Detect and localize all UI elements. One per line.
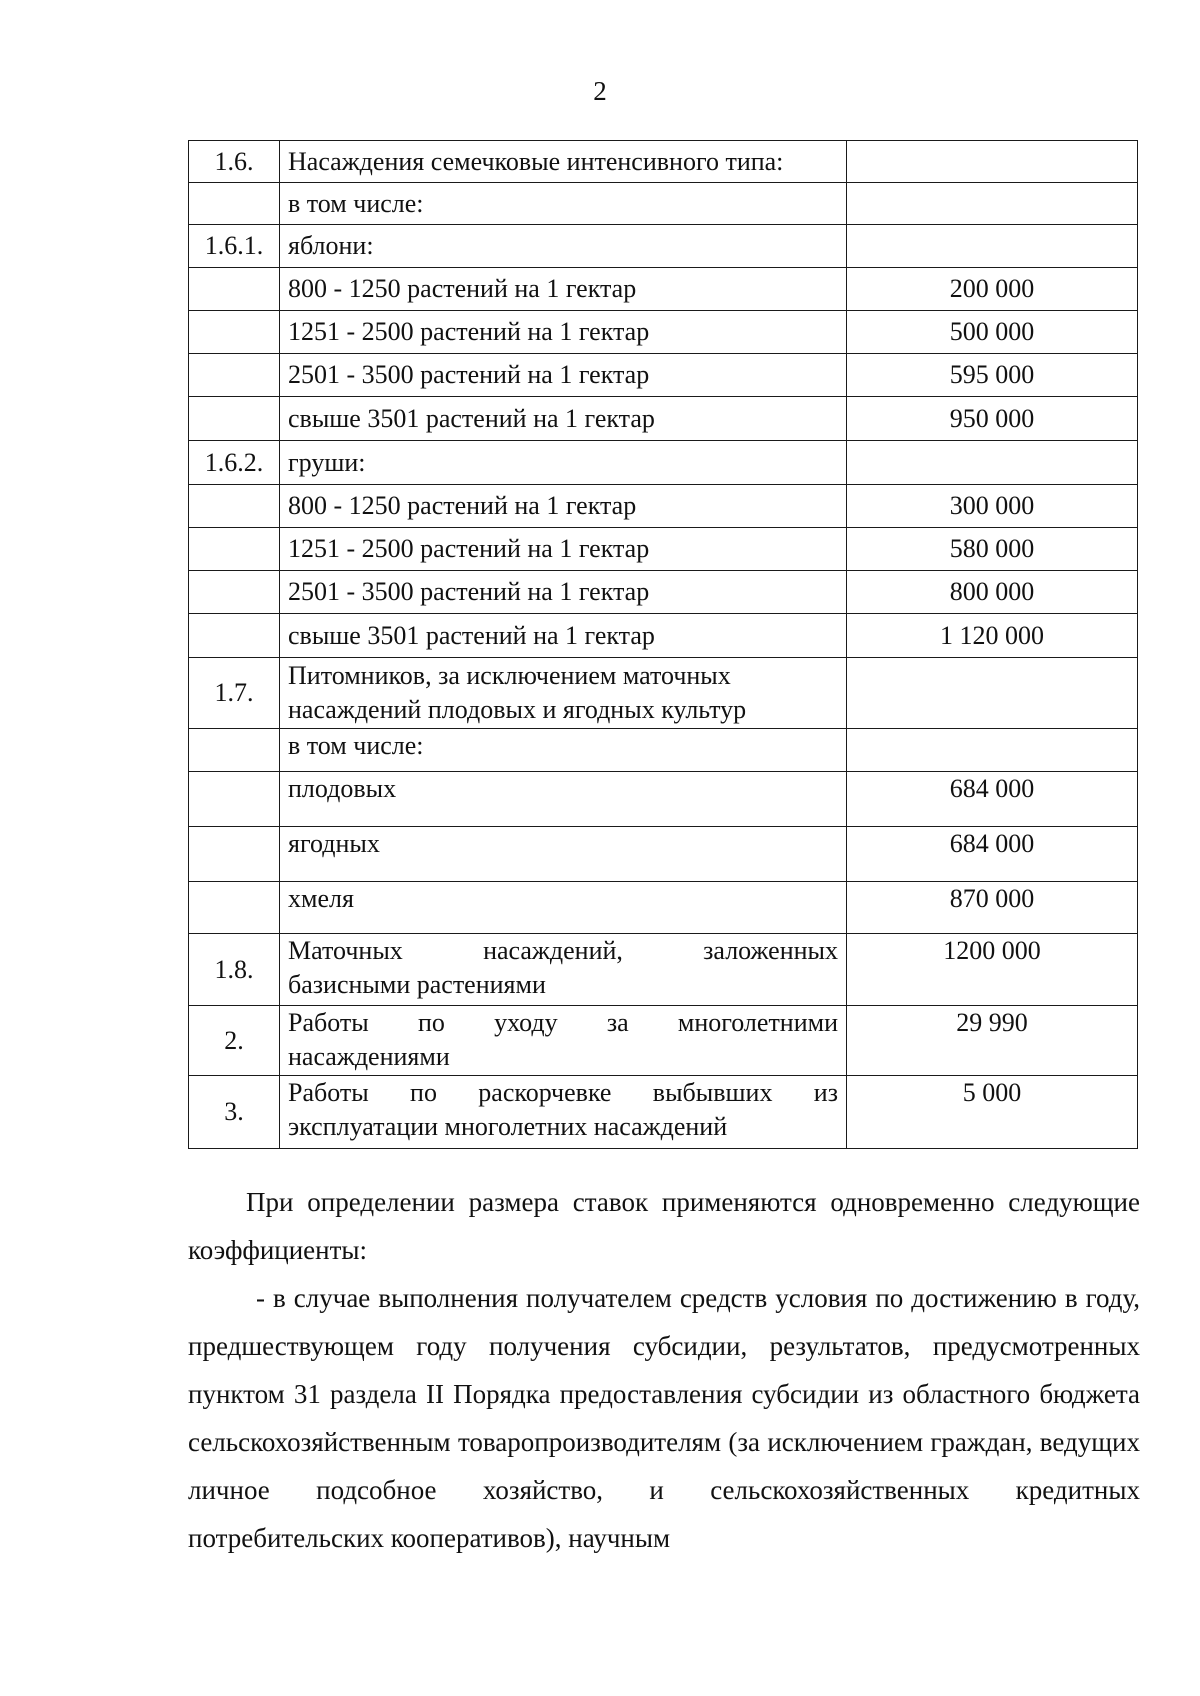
row-number — [189, 183, 280, 225]
row-description: в том числе: — [280, 729, 847, 772]
row-number — [189, 882, 280, 934]
row-value: 870 000 — [847, 882, 1138, 934]
row-description — [280, 1076, 847, 1149]
row-number — [189, 571, 280, 614]
row-description-line: Работы по раскорчевке выбывших из — [288, 1078, 838, 1107]
table-row — [189, 1076, 1138, 1149]
page-number: 2 — [593, 76, 607, 106]
row-description: 1251 - 2500 растений на 1 гектар — [280, 528, 847, 571]
table-row — [189, 141, 1138, 183]
row-number — [189, 354, 280, 397]
body-text — [188, 1178, 1140, 1562]
table-row — [189, 397, 1138, 441]
row-number: 1.6.1. — [189, 225, 280, 268]
row-description: в том числе: — [280, 183, 847, 225]
row-value: 300 000 — [847, 485, 1138, 528]
row-number: 1.7. — [189, 658, 280, 729]
row-description: 800 - 1250 растений на 1 гектар — [280, 268, 847, 311]
row-value — [847, 441, 1138, 485]
row-value: 595 000 — [847, 354, 1138, 397]
table-row — [189, 882, 1138, 934]
row-description: 800 - 1250 растений на 1 гектар — [280, 485, 847, 528]
row-description: 1251 - 2500 растений на 1 гектар — [280, 311, 847, 354]
table-row — [189, 225, 1138, 268]
row-description: Насаждения семечковые интенсивного типа: — [280, 141, 847, 183]
row-value: 800 000 — [847, 571, 1138, 614]
row-description — [280, 1006, 847, 1076]
table-row — [189, 571, 1138, 614]
row-description: хмеля — [280, 882, 847, 934]
row-description: груши: — [280, 441, 847, 485]
table-row — [189, 614, 1138, 658]
table-row — [189, 311, 1138, 354]
row-description: свыше 3501 растений на 1 гектар — [280, 614, 847, 658]
table-row — [189, 441, 1138, 485]
row-number — [189, 528, 280, 571]
table-row — [189, 658, 1138, 729]
row-description: 2501 - 3500 растений на 1 гектар — [280, 354, 847, 397]
row-value: 5 000 — [847, 1076, 1138, 1149]
table-row — [189, 183, 1138, 225]
row-number — [189, 772, 280, 827]
row-number — [189, 397, 280, 441]
row-value: 580 000 — [847, 528, 1138, 571]
table-row — [189, 772, 1138, 827]
row-value: 950 000 — [847, 397, 1138, 441]
row-value: 684 000 — [847, 772, 1138, 827]
row-description: 2501 - 3500 растений на 1 гектар — [280, 571, 847, 614]
table-row — [189, 485, 1138, 528]
row-value: 29 990 — [847, 1006, 1138, 1076]
row-number: 1.8. — [189, 934, 280, 1006]
row-value: 1200 000 — [847, 934, 1138, 1006]
row-number — [189, 485, 280, 528]
row-value: 500 000 — [847, 311, 1138, 354]
row-description-line: базисными растениями — [288, 970, 546, 999]
table-row — [189, 729, 1138, 772]
row-number — [189, 827, 280, 882]
row-description: яблони: — [280, 225, 847, 268]
row-description: плодовых — [280, 772, 847, 827]
row-description-line: насаждениями — [288, 1042, 450, 1071]
row-number — [189, 729, 280, 772]
table-row — [189, 1006, 1138, 1076]
row-number: 1.6. — [189, 141, 280, 183]
paragraph: - в случае выполнения получателем средств условия по достижению в году, предшествующем году получения субсидии, результатов, предусмотренных пунктом 31 раздела II Порядка предоставления субсидии из областного бюджета сельскохозяйственным товаропроизводителям (за исключением граждан, ведущих личное подсобное хозяйство, и сельскохозяйственных кредитных потребительских кооперативов), научным — [188, 1283, 1140, 1553]
table-row — [189, 528, 1138, 571]
row-description: Питомников, за исключением маточных насаждений плодовых и ягодных культур — [280, 658, 847, 729]
row-number: 1.6.2. — [189, 441, 280, 485]
row-value: 1 120 000 — [847, 614, 1138, 658]
row-description-line: Работы по уходу за многолетними — [288, 1008, 838, 1037]
row-value — [847, 183, 1138, 225]
row-number — [189, 268, 280, 311]
row-number — [189, 614, 280, 658]
row-number: 3. — [189, 1076, 280, 1149]
table-row — [189, 354, 1138, 397]
row-value — [847, 729, 1138, 772]
row-description — [280, 934, 847, 1006]
row-description-line: Маточных насаждений, заложенных — [288, 936, 838, 965]
row-description-line: эксплуатации многолетних насаждений — [288, 1112, 728, 1141]
row-description: ягодных — [280, 827, 847, 882]
table-row — [189, 827, 1138, 882]
row-value — [847, 658, 1138, 729]
row-value — [847, 225, 1138, 268]
row-number: 2. — [189, 1006, 280, 1076]
table-row — [189, 934, 1138, 1006]
row-value: 200 000 — [847, 268, 1138, 311]
row-description: свыше 3501 растений на 1 гектар — [280, 397, 847, 441]
row-value: 684 000 — [847, 827, 1138, 882]
table-row — [189, 268, 1138, 311]
rates-table — [188, 140, 1138, 1149]
paragraph: При определении размера ставок применяются одновременно следующие коэффициенты: — [188, 1187, 1140, 1265]
row-number — [189, 311, 280, 354]
row-value — [847, 141, 1138, 183]
